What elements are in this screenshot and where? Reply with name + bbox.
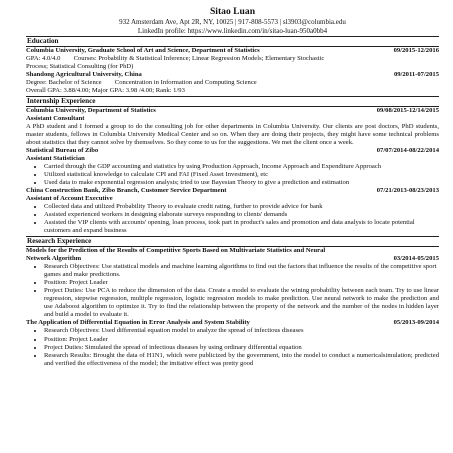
section-title-education: Education <box>26 36 439 47</box>
linkedin-line: LinkedIn profile: https://www.linkedin.com/in/sitao-luan-950a0bb4 <box>137 26 328 35</box>
list-item: • Research Results: Brought the data of H1N1, which were publicized by the government, into the model to conduct a numericalsimulation; predicted and verified the effectiveness of the model; the imitative effect was pretty good <box>44 352 439 368</box>
project-dates: 03/2014-05/2015 <box>393 255 439 263</box>
school-name: Shandong Agricultural University, China <box>26 70 142 78</box>
school-dates: 09/2015-12/2016 <box>393 46 439 54</box>
list-item: • Project Duties: Use PCA to reduce the dimension of the data. Create a model to evaluate the wining probability between each team. Try to use linear regression, stepwise regression, multiple regression, logistic regression models to make prediction. Use neural network to make the prediction and use Adaboost algorithm to optimize it. Try to find the relationship between the property of the network and the number of the nodes in hidden layer and build a model to evaluate it. <box>44 287 439 319</box>
school-detail: Overall GPA: 3.88/4.00; Major GPA: 3.98 /4.00; Rank: 1/93 <box>26 87 185 95</box>
list-item: • Used data to make exponential regression analysis; tried to use Bayesian Theory to give a prediction and estimation <box>44 179 439 187</box>
job-org: Columbia University, Department of Statistics <box>26 106 156 114</box>
job-bullets <box>26 203 439 235</box>
job-role: Assistant Consultant <box>26 114 85 122</box>
project-title-cont: Network Algorithm <box>26 255 82 263</box>
job-paragraph: A PhD student and I formed a group to do the consulting job for other departments in Columbia University. Our clients are post doctors, PhD students, master students, fellows in Columbia University Medical Center and so on. When they are doing their projects, they might have some technical problems about statistics that they cannot solve by themselves. So they come to us for the suggestions. We met the client once a week. <box>26 122 439 146</box>
list-item: • Utilized statistical knowledge to calculate CPI and FAI (Fixed Asset Investment), etc <box>44 171 439 179</box>
education-school-2-header <box>26 71 439 79</box>
contact-line: 932 Amsterdam Ave, Apt 2R, NY, 10025 | 917-808-5573 | sl3903@columbia.edu <box>119 18 346 26</box>
list-item: • Research Objectives: Used differential equation model to analyze the spread of infectious diseases <box>44 327 439 335</box>
section-title-research: Research Experience <box>26 236 439 247</box>
project-1-title: Models for the Prediction of the Results of Competitive Sports Based on Multivariate Statistics and Neural <box>26 247 326 254</box>
section-title-internship: Internship Experience <box>26 96 439 107</box>
list-item: • Assisted the VIP clients with accounts' opening, loan process, took part in product's sales and promotion and data analysis to locate potential customers and expand business <box>44 219 439 235</box>
job-dates: 07/21/2013-08/23/2013 <box>376 187 439 195</box>
school-detail: Degree: Bachelor of Science Concentration in Information and Computing Science <box>26 78 257 86</box>
school-dates: 09/2011-07/2015 <box>393 70 439 78</box>
list-item: • Position: Project Leader <box>44 336 439 344</box>
school-detail: Process; Statistical Consulting (for PhD) <box>26 62 134 70</box>
project-bullets <box>26 263 439 319</box>
resume-name: Sitao Luan <box>209 6 256 17</box>
project-dates: 05/2013-09/2014 <box>393 319 439 327</box>
list-item: • Carried through the GDP accounting and statistics by using Production Approach, Income Approach and Expenditure Approach <box>44 163 439 171</box>
job-org: China Construction Bank, Zibo Branch, Customer Service Department <box>26 187 227 195</box>
job-dates: 09/08/2015-12/14/2015 <box>376 106 439 114</box>
job-3-header <box>26 187 439 195</box>
job-org: Statistical Bureau of Zibo <box>26 146 99 154</box>
list-item: • Collected data and utilized Probability Theory to evaluate credit rating, further to provide advice for bank <box>44 203 439 211</box>
job-role: Assistant of Account Executive <box>26 195 113 203</box>
job-bullets <box>26 163 439 187</box>
education-school-1-header <box>26 47 439 55</box>
project-title: The Application of Differential Equation in Error Analysis and System Stability <box>26 319 250 327</box>
job-2-header <box>26 147 439 155</box>
school-detail: GPA: 4.0/4.0 Courses: Probability & Statistical Inference; Linear Regression Models; Elementary Stochastic <box>26 54 325 62</box>
school-name: Columbia University, Graduate School of Art and Science, Department of Statistics <box>26 46 260 54</box>
project-1-header <box>26 255 439 263</box>
job-dates: 07/07/2014-08/22/2014 <box>376 146 439 154</box>
project-bullets <box>26 327 439 367</box>
job-1-header <box>26 107 439 115</box>
project-2-header <box>26 319 439 327</box>
job-role: Assistant Statistician <box>26 154 85 162</box>
list-item: • Position: Project Leader <box>44 279 439 287</box>
list-item: • Project Duties: Simulated the spread of infectious diseases by using ordinary differential equation <box>44 344 439 352</box>
list-item: • Research Objectives: Use statistical models and machine learning algorithms to find out the factors that influence the results of the competitive sport games and make predictions. <box>44 263 439 279</box>
list-item: • Assisted experienced workers in designing elaborate surveys responding to clients' demands <box>44 211 439 219</box>
